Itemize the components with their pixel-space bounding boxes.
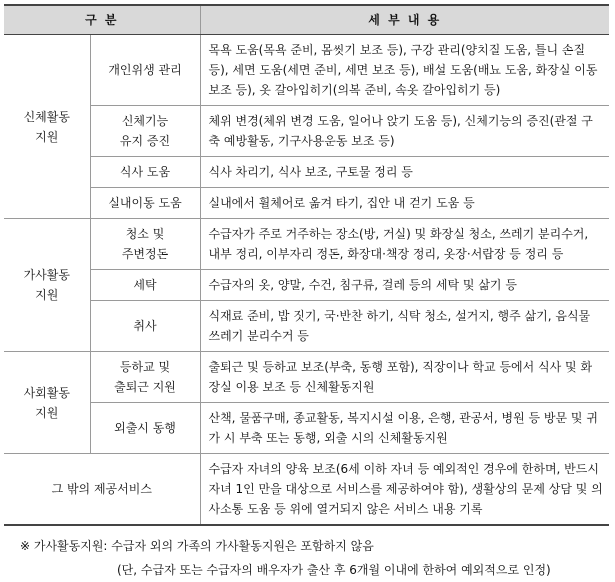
category-cell: 가사활동 지원 [4,219,90,352]
description-cell: 실내에서 휠체어로 옮겨 타기, 집안 내 걷기 도움 등 [200,188,609,219]
service-table [4,4,609,526]
category-cell: 사회활동 지원 [4,352,90,454]
subcategory-cell: 신체기능 유지 증진 [90,106,200,157]
table-row [4,188,609,219]
category-cell: 신체활동 지원 [4,35,90,219]
subcategory-cell: 세탁 [90,270,200,301]
subcategory-cell: 청소 및 주변정돈 [90,219,200,270]
description-cell: 식사 차리기, 식사 보조, 구토물 정리 등 [200,157,609,188]
description-cell: 산책, 물품구매, 종교활동, 복지시설 이용, 은행, 관공서, 병원 등 방문 및 귀가 시 부축 또는 동행, 외출 시의 신체활동지원 [200,403,609,454]
description-cell: 식재료 준비, 밥 짓기, 국·반찬 하기, 식탁 청소, 설거지, 행주 삶기, 음식물 쓰레기 분리수거 등 [200,301,609,352]
footnote-line-1: ※ 가사활동지원: 수급자 외의 가족의 가사활동지원은 포함하지 않음 [20,539,374,553]
description-cell: 수급자의 옷, 양말, 수건, 침구류, 걸레 등의 세탁 및 삶기 등 [200,270,609,301]
description-cell: 출퇴근 및 등하교 보조(부축, 동행 포함), 직장이나 학교 등에서 식사 및 화장실 이용 보조 등 신체활동지원 [200,352,609,403]
description-cell: 체위 변경(체위 변경 도움, 일어나 앉기 도움 등), 신체기능의 증진(관절 구축 예방활동, 기구사용운동 보조 등) [200,106,609,157]
subcategory-cell: 등하교 및 출퇴근 지원 [90,352,200,403]
subcategory-cell: 식사 도움 [90,157,200,188]
subcategory-cell: 취사 [90,301,200,352]
table-row [4,301,609,352]
table-row [4,219,609,270]
table-row [4,454,609,526]
description-cell: 목욕 도움(목욕 준비, 몸씻기 보조 등), 구강 관리(양치질 도움, 틀니 손질 등), 세면 도움(세면 준비, 세면 보조 등), 배설 도움(배뇨 도움, 화장실 이동 보조 등), 옷 갈아입히기(의복 준비, 속옷 갈아입히기 등) [200,35,609,106]
description-cell: 수급자가 주로 거주하는 장소(방, 거실) 및 화장실 청소, 쓰레기 분리수거, 내부 정리, 이부자리 정돈, 화장대·책장 정리, 옷장·서랍장 등 정리 등 [200,219,609,270]
table-row [4,106,609,157]
table-row [4,35,609,106]
subcategory-cell: 외출시 동행 [90,403,200,454]
table-row [4,403,609,454]
document [4,4,609,582]
table-header-row [4,5,609,35]
other-services-label: 그 밖의 제공서비스 [4,454,200,526]
subcategory-cell: 개인위생 관리 [90,35,200,106]
table-row [4,270,609,301]
table-row [4,157,609,188]
description-cell: 수급자 자녀의 양육 보조(6세 이하 자녀 등 예외적인 경우에 한하며, 반드시 자녀 1인 만을 대상으로 서비스를 제공하여야 함), 생활상의 문제 상담 및 의사소통 도움 등 위에 열거되지 않은 서비스 내용 기록 [200,454,609,526]
subcategory-cell: 실내이동 도움 [90,188,200,219]
footnote-line-2: (단, 수급자 또는 수급자의 배우자가 출산 후 6개월 이내에 한하여 예외적으로 인정) [117,563,551,577]
header-category: 구 분 [4,5,200,35]
footnote [4,534,609,582]
table-row [4,352,609,403]
header-details: 세 부 내 용 [200,5,609,35]
